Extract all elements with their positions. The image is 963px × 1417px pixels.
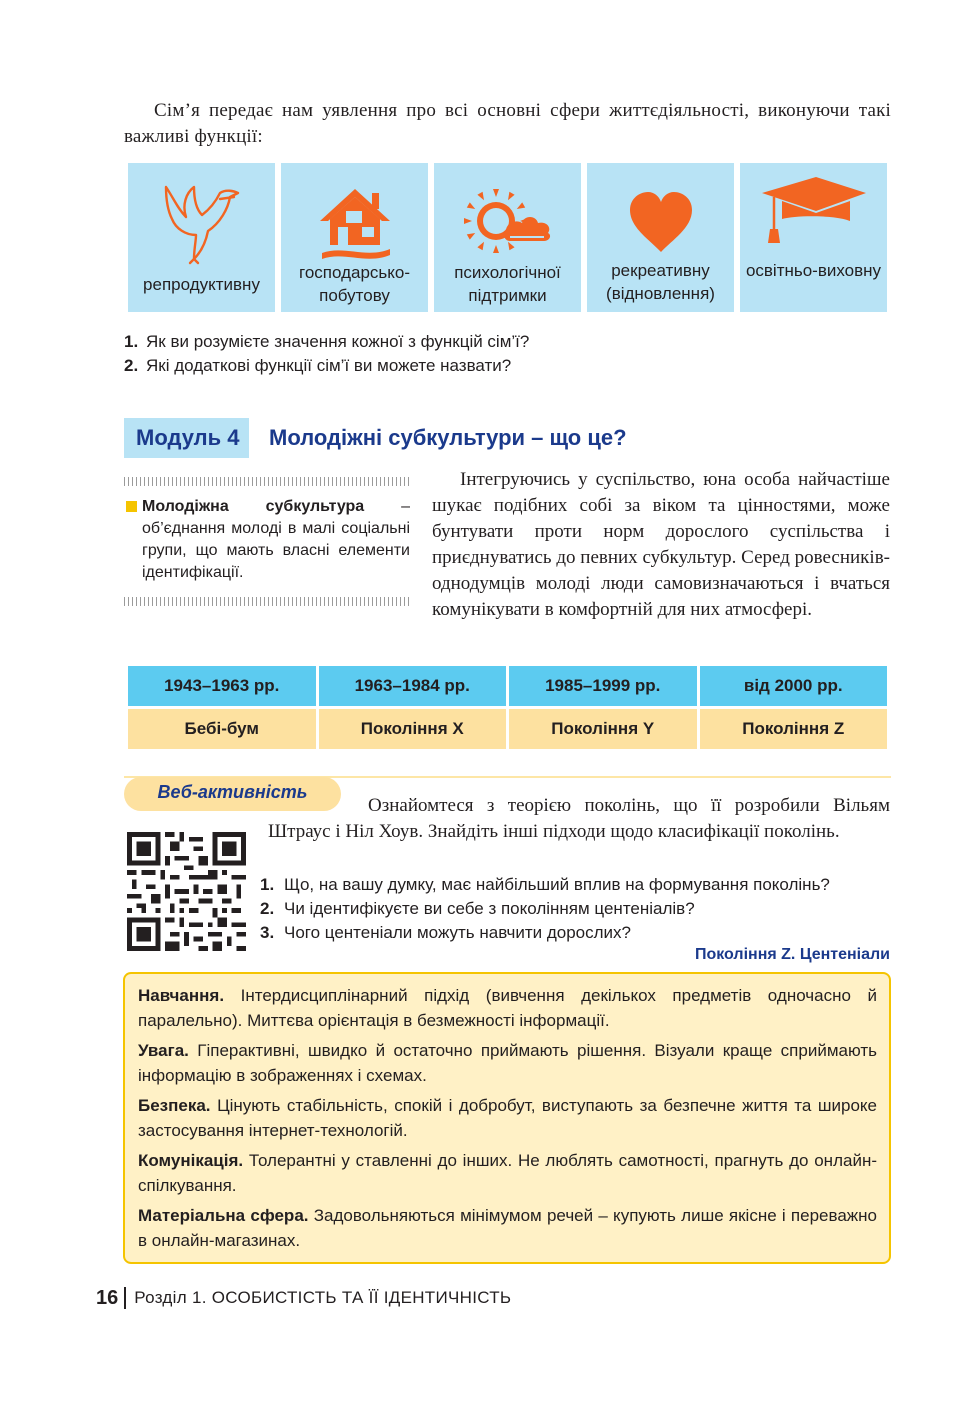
genz-term: Навчання. <box>138 986 225 1005</box>
list-item <box>124 354 884 378</box>
question-number: 1. <box>124 332 139 351</box>
page-footer <box>96 1286 511 1310</box>
section-title: Розділ 1. ОСОБИСТІСТЬ ТА ЇЇ ІДЕНТИЧНІСТЬ <box>134 1288 512 1307</box>
bullet-square-icon <box>126 501 137 512</box>
function-tile-household <box>281 163 428 312</box>
question-text: Як ви розумієте значення кожної з функцій сім’ї? <box>146 332 530 351</box>
family-functions <box>128 163 887 312</box>
question-number: 2. <box>260 899 275 918</box>
list-item <box>260 921 890 945</box>
genz-term: Комунікація. <box>138 1151 244 1170</box>
table-cell: Покоління Y <box>509 709 697 749</box>
divider <box>124 597 410 606</box>
page-number: 16 <box>96 1287 119 1309</box>
genz-term: Увага. <box>138 1041 189 1060</box>
module-title: Молодіжні субкультури – що це? <box>269 425 627 450</box>
intro-paragraph: Сім’я передає нам уявлення про всі основні сфери життєдіяльності, виконуючи такі важливі функції: <box>124 100 891 147</box>
genz-text: Інтердисциплінарний підхід (вивчення декількох предметів одночасно й паралельно). Миттєва орієнтація в безмежності інформації. <box>138 986 877 1030</box>
function-label: господарсько-побутову <box>299 263 410 305</box>
genz-info-box <box>123 972 891 1264</box>
genz-text: Гіперактивні, швидко й остаточно приймають рішення. Візуали краще сприймають інформацію в зображеннях і схемах. <box>138 1041 877 1085</box>
table-header-cell: 1963–1984 рр. <box>319 666 507 706</box>
heart-icon <box>587 177 734 267</box>
web-activity-text: Ознайомтеся з теорією поколінь, що її розробили Вільям Штраус і Ніл Хоув. Знайдіть інші підходи щодо класифікації поколінь. <box>268 795 890 842</box>
list-item <box>260 897 890 921</box>
table-cell: Покоління Z <box>700 709 888 749</box>
table-cell: Бебі-бум <box>128 709 316 749</box>
function-tile-reproductive <box>128 163 275 312</box>
table-header-cell: 1943–1963 рр. <box>128 666 316 706</box>
genz-text: Толерантні у ставленні до інших. Не люблять самотності, прагнуть до онлайн-спілкування. <box>138 1151 877 1195</box>
genz-term: Матеріальна сфера. <box>138 1206 309 1225</box>
question-text: Чого центеніали можуть навчити дорослих? <box>284 923 631 942</box>
definition-body: – об’єднання молоді в малі соціальні групи, що мають власні елементи ідентифікації. <box>142 498 411 581</box>
footer-divider <box>124 1287 126 1309</box>
graduation-cap-icon <box>740 173 887 253</box>
function-tile-recreational <box>587 163 734 312</box>
genz-term: Безпека. <box>138 1096 211 1115</box>
qr-code-icon[interactable] <box>127 832 246 951</box>
function-label: репродуктивну <box>143 275 260 294</box>
web-question-list <box>260 873 890 945</box>
question-number: 1. <box>260 875 275 894</box>
genz-item <box>138 1203 877 1253</box>
list-item <box>124 330 884 354</box>
function-label: освітньо-виховну <box>745 261 882 280</box>
list-item <box>260 873 890 897</box>
definition-term: Молодіжна субкультура <box>142 498 365 515</box>
genz-item <box>138 1093 877 1143</box>
subculture-paragraph: Інтегруючись у суспільство, юна особа найчастіше шукає подібних собі за віком та цінностями, може бунтувати проти норм дорослого суспільства і приєднуватись до певних субкультур. Серед ровесників-однодумців молоді люди самовизначаються і вчаться комунікувати в комфортній для них атмосфері. <box>432 469 890 620</box>
dove-icon <box>128 177 275 267</box>
genz-item <box>138 983 877 1033</box>
definition-text <box>124 496 410 584</box>
house-icon <box>281 177 428 267</box>
table-cell: Покоління X <box>319 709 507 749</box>
question-text: Які додаткові функції сім’ї ви можете назвати? <box>146 356 512 375</box>
genz-text: Задовольняються мінімумом речей – купують лише якісне і переважно в онлайн-магазинах. <box>138 1206 877 1250</box>
question-number: 3. <box>260 923 275 942</box>
function-tile-educational <box>740 163 887 312</box>
genz-item <box>138 1148 877 1198</box>
genz-text: Цінують стабільність, спокій і добробут, виступають за безпечне життя та широке застосування інтернет-технологій. <box>138 1096 877 1140</box>
table-header-cell: від 2000 рр. <box>700 666 888 706</box>
web-activity-badge: Веб-активність <box>124 777 341 811</box>
question-number: 2. <box>124 356 139 375</box>
generations-table <box>128 666 887 749</box>
function-label: психологічної підтримки <box>454 263 561 305</box>
divider <box>124 477 410 486</box>
definition-box <box>124 496 410 584</box>
function-label: рекреативну (відновлення) <box>606 261 715 303</box>
question-text: Що, на вашу думку, має найбільший вплив на формування поколінь? <box>284 875 830 894</box>
genz-item <box>138 1038 877 1088</box>
genz-caption: Покоління Z. Центеніали <box>694 946 890 963</box>
question-text: Чи ідентифікуєте ви себе з поколінням центеніалів? <box>284 899 695 918</box>
function-tile-psychological <box>434 163 581 312</box>
question-list <box>124 330 884 378</box>
module-badge: Модуль 4 <box>124 418 249 458</box>
table-header-cell: 1985–1999 рр. <box>509 666 697 706</box>
sun-cloud-icon <box>434 177 581 267</box>
